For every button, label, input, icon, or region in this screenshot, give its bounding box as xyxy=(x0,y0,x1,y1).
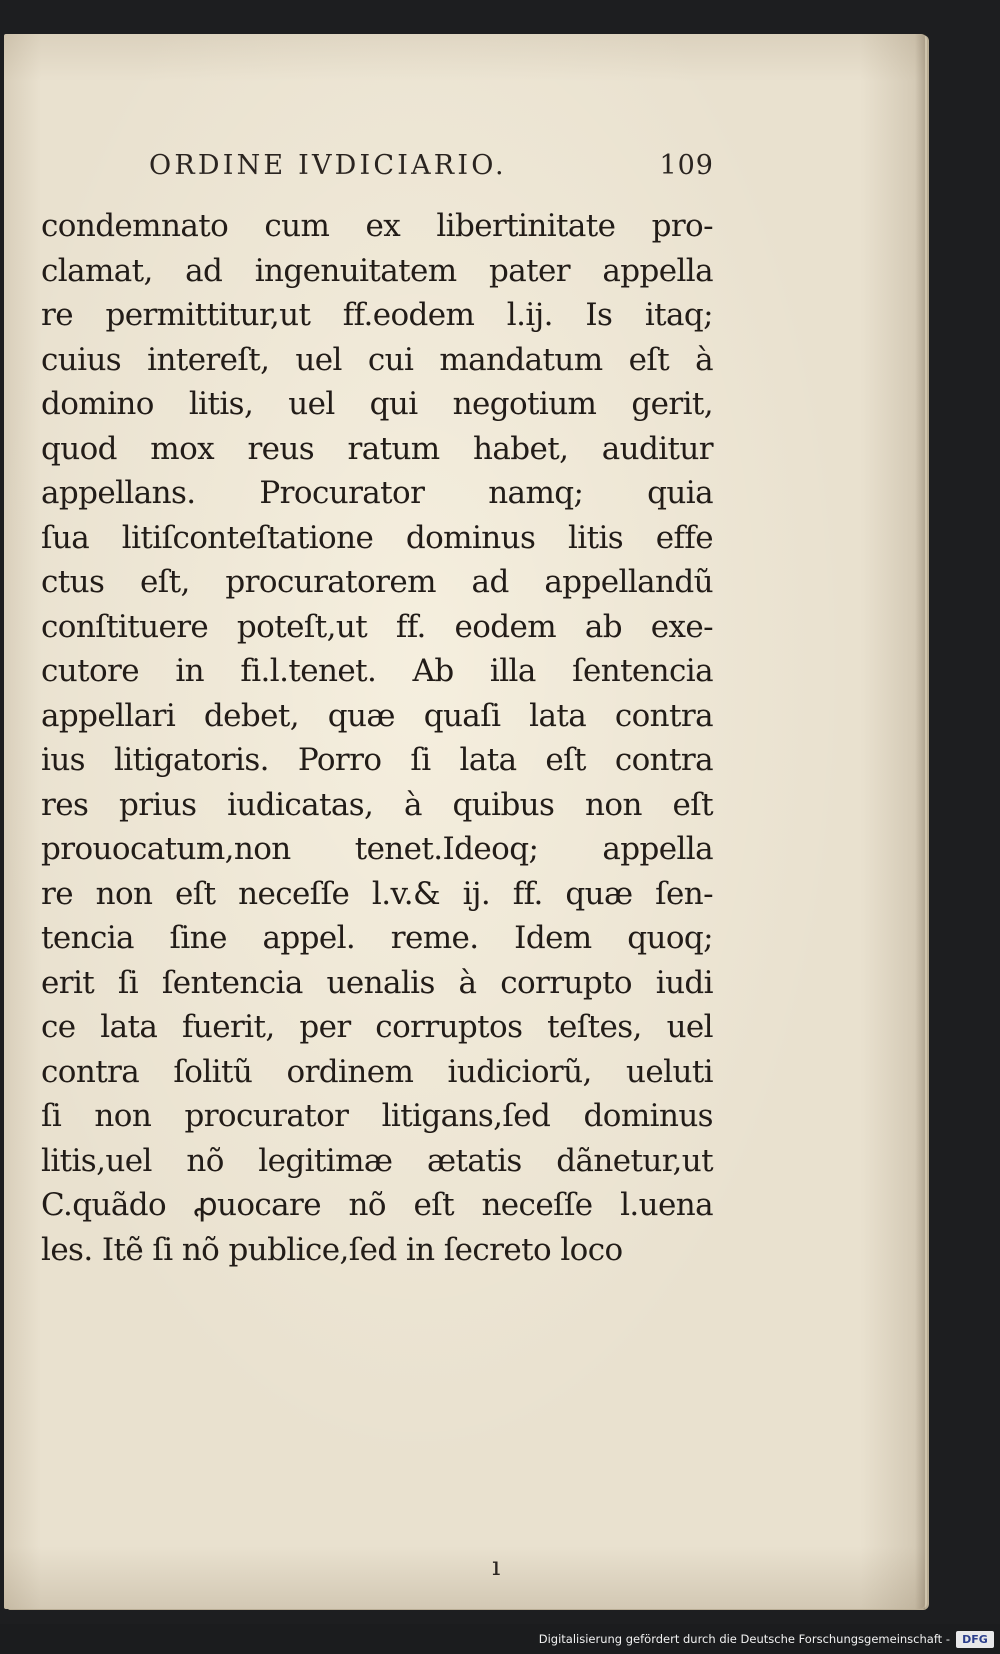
text-line: appellans. Procurator namq; quia xyxy=(41,475,713,511)
text-line: ce lata fuerit, per corruptos teſtes, uel xyxy=(41,1009,713,1045)
text-line: appellari debet, quæ quaſi lata contra xyxy=(41,697,713,734)
text-line: C.quãdo ꝓuocare nõ eſt neceſſe l.uena xyxy=(41,1187,713,1223)
text-line: conſtituere poteſt,ut ff. eodem ab exe- xyxy=(41,608,713,645)
text-line: clamat, ad ingenuitatem pater appella xyxy=(41,252,713,289)
text-line: tencia ſine appel. reme. Idem quoq; xyxy=(41,920,713,956)
text-line: prouocatum,non tenet.Ideoq; appella xyxy=(41,831,713,867)
text-line: les. Itẽ ſi nõ publice,ſed in ſecreto loco xyxy=(41,1231,623,1268)
text-line: cuius intereſt, uel cui mandatum eſt à xyxy=(41,341,713,378)
text-line: erit ſi ſentencia uenalis à corrupto iudi xyxy=(41,964,713,1001)
body-text xyxy=(41,204,713,1272)
text-line: ſi non procurator litigans,ſed dominus xyxy=(41,1098,713,1134)
footer-bar xyxy=(0,1624,1000,1654)
text-line: ſua litiſconteſtatione dominus litis effe xyxy=(41,519,713,556)
text-line: domino litis, uel qui negotium gerit, xyxy=(41,386,713,422)
running-head xyxy=(149,150,714,190)
digitization-credit: Digitalisierung gefördert durch die Deutsche Forschungsgemeinschaft - xyxy=(538,1632,950,1646)
text-line: contra ſolitũ ordinem iudiciorũ, ueluti xyxy=(41,1053,713,1090)
text-line: res prius iudicatas, à quibus non eſt xyxy=(41,786,713,823)
page-edge-shadow xyxy=(915,34,925,1609)
text-line: litis,uel nõ legitimæ ætatis dãnetur,ut xyxy=(41,1142,713,1179)
text-line: quod mox reus ratum habet, auditur xyxy=(41,430,713,467)
text-line: ius litigatoris. Porro ſi lata eſt contra xyxy=(41,742,713,778)
text-line: ctus eſt, procuratorem ad appellandũ xyxy=(41,564,713,600)
text-line: condemnato cum ex libertinitate pro- xyxy=(41,208,713,244)
text-line: cutore in fi.l.tenet. Ab illa ſentencia xyxy=(41,653,713,689)
text-line: re non eſt neceſſe l.v.& ij. ff. quæ ſen- xyxy=(41,875,713,912)
running-head-title: ORDINE IVDICIARIO. xyxy=(149,150,507,181)
dfg-logo-icon: DFG xyxy=(956,1631,994,1648)
text-line: re permittitur,ut ff.eodem l.ij. Is itaq; xyxy=(41,297,713,333)
book-page xyxy=(4,34,925,1609)
signature-mark: ı xyxy=(492,1552,501,1582)
page-number: 109 xyxy=(659,150,714,181)
